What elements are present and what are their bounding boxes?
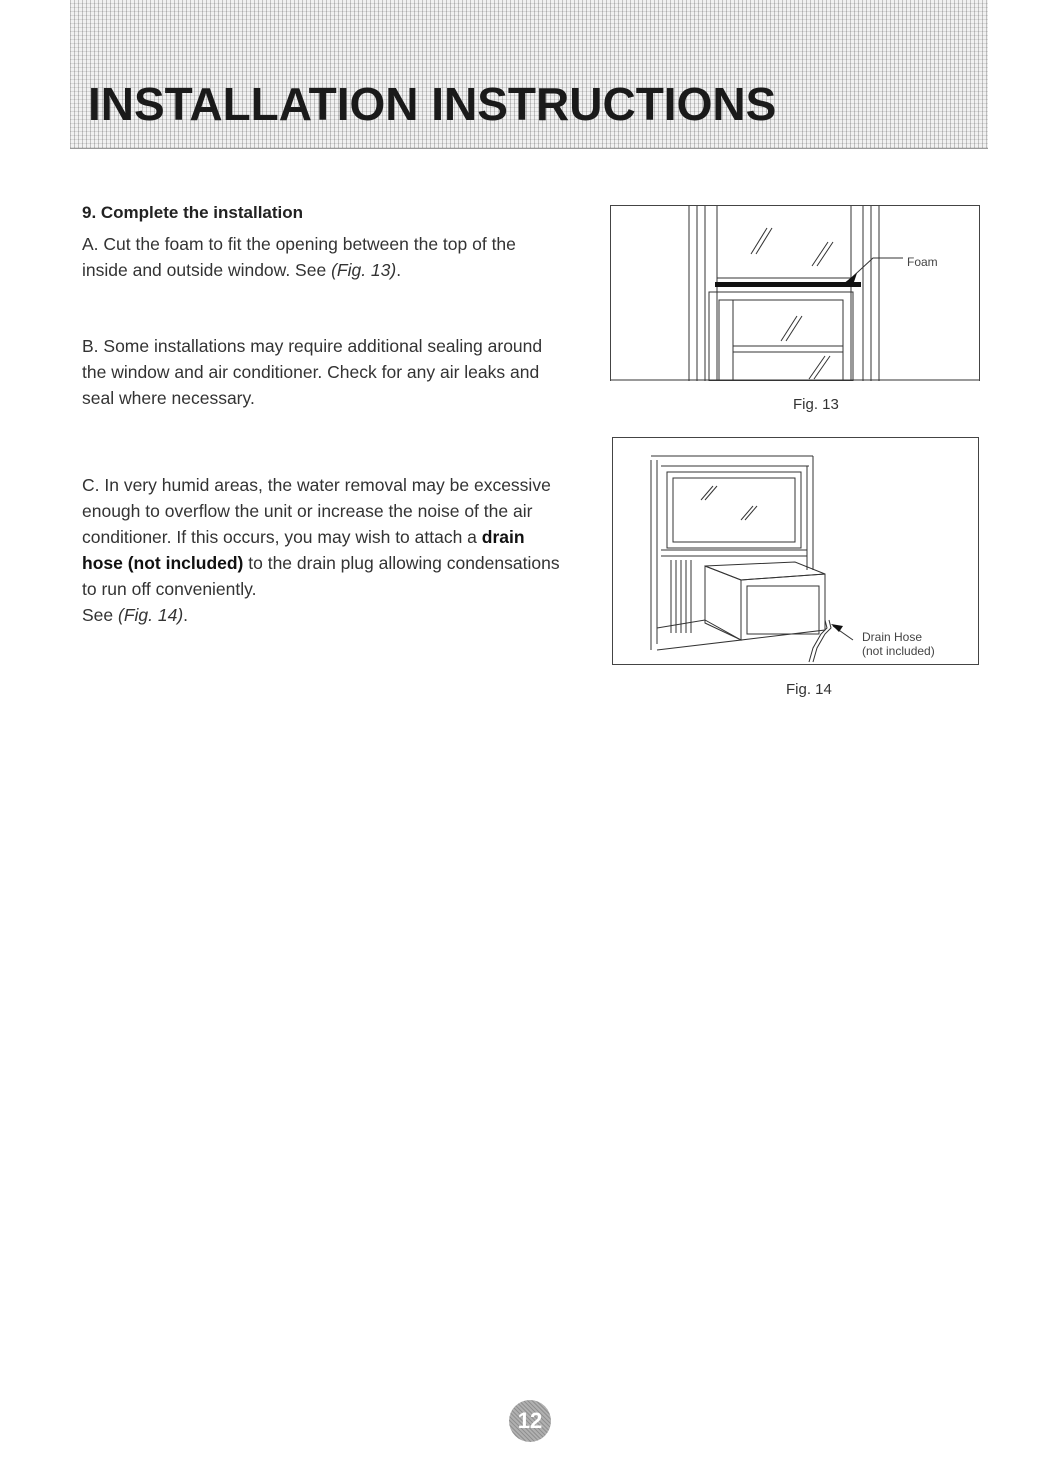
foam-callout: Foam [907,255,938,269]
fig13-reference: (Fig. 13) [331,260,397,280]
step-c: C. In very humid areas, the water removal may be excessive enough to overflow the unit or increase the noise of the air conditioner. If this occurs, you may wish to attach a drain hose (not included) to the drain plug allowing condensations to run off conveniently. See (Fig. 14). [82,475,560,625]
fig14-reference: (Fig. 14) [118,605,184,625]
drain-hose-emphasis: drain hose (not included) [82,527,525,573]
fig13-caption: Fig. 13 [793,396,839,413]
page-number-badge: 12 [509,1400,551,1442]
fig14-caption: Fig. 14 [786,681,832,698]
drain-hose-callout: Drain Hose (not included) [862,630,935,658]
page-title: INSTALLATION INSTRUCTIONS [88,78,777,130]
window-foam-illustration [611,206,979,381]
step-b: B. Some installations may require additional sealing around the window and air conditioner. Check for any air leaks and seal where necessary. [82,336,543,408]
figure-13 [610,205,980,381]
section-heading: 9. Complete the installation [82,203,304,222]
step-a: A. Cut the foam to fit the opening between the top of the inside and outside window. See (Fig. 13). [82,234,516,280]
